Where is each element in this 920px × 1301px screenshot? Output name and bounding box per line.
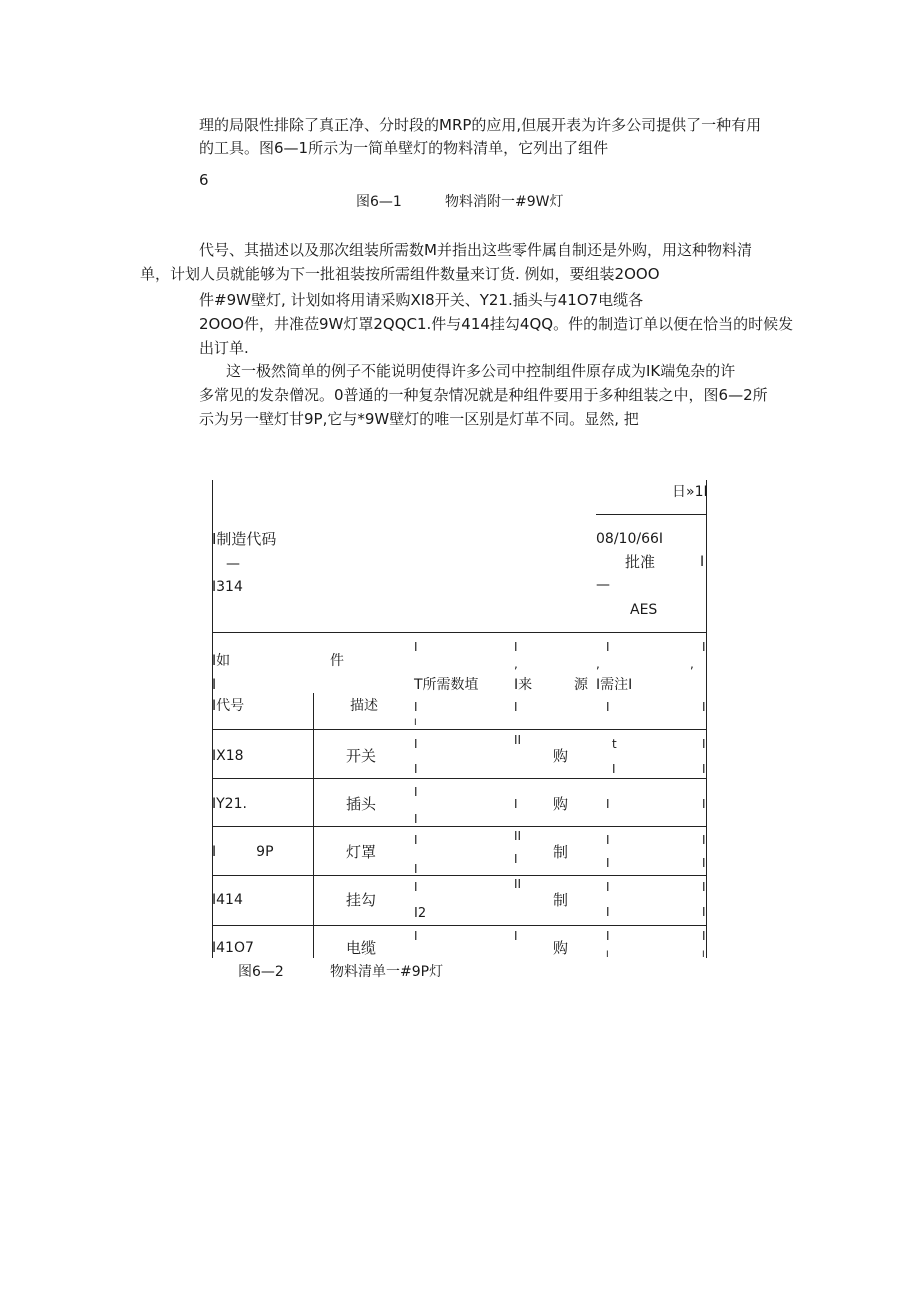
header-mark: I xyxy=(212,677,217,693)
row-desc: 挂勾 xyxy=(346,891,377,909)
mfg-code-label: I制造代码 xyxy=(212,530,277,548)
col-mark: I xyxy=(612,762,616,776)
col-mark: I xyxy=(702,950,705,960)
row-rule xyxy=(212,778,707,779)
col-mark: I xyxy=(702,737,706,751)
col-mark: I xyxy=(514,640,518,654)
col-mark: I xyxy=(414,862,418,876)
approve-value: AES xyxy=(630,602,658,618)
header-source-1: I来 xyxy=(514,677,533,693)
header-source-2: 源 xyxy=(574,677,588,693)
row-source: 购 xyxy=(553,747,569,765)
col-mark: I xyxy=(606,856,610,870)
col-mark: I xyxy=(414,718,417,728)
header-note: I需注I xyxy=(596,677,633,693)
form-right-border xyxy=(706,480,707,958)
col-mark: t xyxy=(612,737,617,751)
col-mark: I xyxy=(702,880,706,894)
col-mark: I xyxy=(702,797,706,811)
col-mark: I xyxy=(414,700,418,714)
header-item: 件 xyxy=(330,653,344,669)
row-desc: 灯罩 xyxy=(346,843,377,861)
row-source: 购 xyxy=(553,795,569,813)
row-code xyxy=(212,843,274,861)
mfg-code-value: I314 xyxy=(212,579,243,595)
col-mark: I xyxy=(702,833,706,847)
col-mark: I xyxy=(514,700,518,714)
col-mark: I xyxy=(514,929,518,943)
header-rule xyxy=(596,514,706,515)
approve-label: 批准 xyxy=(625,553,656,571)
paragraph-line: 6 xyxy=(199,171,209,189)
col-mark: I xyxy=(702,856,706,870)
approve-dash: — xyxy=(596,577,610,593)
header-code: I代号 xyxy=(212,698,245,714)
col-mark: I xyxy=(606,905,610,919)
col-mark: I xyxy=(606,950,609,960)
row-code: IX18 xyxy=(212,748,244,764)
col-mark: I xyxy=(702,929,706,943)
col-mark: II xyxy=(514,877,522,891)
paragraph-line: 件#9W壁灯, 计划如将用请采购XI8开关、Y21.插头与41O7电缆各 xyxy=(199,291,644,309)
paragraph-line: 示为另一壁灯甘9P,它与*9W壁灯的唯一区别是灯革不同。显然, 把 xyxy=(199,410,639,428)
paragraph-line: 这一极然简单的例子不能说明使得许多公司中控制组件原存成为IK端兔杂的许 xyxy=(226,362,736,380)
row-desc: 开关 xyxy=(346,747,377,765)
row-rule xyxy=(212,875,707,876)
col-mark: I xyxy=(606,700,610,714)
row-code: I414 xyxy=(212,892,243,908)
col-mark: I xyxy=(414,812,418,826)
header-desc: 描述 xyxy=(350,698,378,714)
row-code: IY21. xyxy=(212,796,247,812)
figure-number: 图6—2 xyxy=(238,964,284,980)
col-mark: I xyxy=(702,762,706,776)
row-code-text: I 9P xyxy=(212,844,274,860)
header-qty: T所需数埴 xyxy=(414,677,479,693)
form-left-border xyxy=(212,480,213,958)
paragraph-line: 代号、其描述以及那次组装所需数M并指出这些零件属自制还是外购，用这种物料清 xyxy=(199,241,752,259)
col-mark: II xyxy=(514,733,522,747)
figure-title: 物料清单一#9P灯 xyxy=(330,964,444,980)
col-mark: I xyxy=(606,929,610,943)
date-value: 08/10/66I xyxy=(596,531,664,547)
col-mark: I xyxy=(414,640,418,654)
row-rule xyxy=(212,826,707,827)
header-item-prefix: I如 xyxy=(212,653,231,669)
row-qty: I2 xyxy=(414,906,427,921)
col-mark: I xyxy=(606,833,610,847)
col-mark: , xyxy=(514,657,518,671)
col-mark: I xyxy=(514,797,518,811)
col-mark: I xyxy=(606,640,610,654)
row-desc: 插头 xyxy=(346,795,377,813)
paragraph-line: 2OOO件，井准莅9W灯罩2QQC1.件与414挂勾4QQ。件的制造订单以便在恰当的时候发 xyxy=(199,315,794,333)
row-source: 购 xyxy=(553,939,569,957)
col-mark: I xyxy=(702,905,706,919)
row-code: I41O7 xyxy=(212,940,254,956)
paragraph-line: 理的局限性排除了真正净、分时段的MRP的应用,但展开表为许多公司提供了一种有用 xyxy=(199,116,762,134)
col-mark: I xyxy=(606,797,610,811)
table-top-rule xyxy=(212,632,707,633)
col-mark: I xyxy=(702,700,706,714)
mfg-code-dash: — xyxy=(226,556,240,572)
row-rule xyxy=(212,925,707,926)
approve-right-mark: I xyxy=(700,554,705,570)
figure-number: 图6—1 xyxy=(356,194,402,210)
row-rule xyxy=(212,729,707,730)
col-mark: I xyxy=(414,880,418,894)
col-mark: I xyxy=(414,785,418,799)
col-mark: I xyxy=(414,737,418,751)
row-source: 制 xyxy=(553,843,569,861)
col-mark: I xyxy=(414,833,418,847)
col-mark: I xyxy=(514,852,518,866)
col-mark: I xyxy=(414,762,418,776)
row-desc: 电缆 xyxy=(346,939,377,957)
date-label: 日»1I xyxy=(672,484,708,500)
col-mark: I xyxy=(606,880,610,894)
paragraph-line: 单，计划人员就能够为下一批祖装按所需组件数量来订货. 例如，要组装2OOO xyxy=(140,265,660,283)
col-mark: , xyxy=(596,657,600,671)
col-mark: , xyxy=(690,657,694,671)
paragraph-line: 多常见的发杂僧况。0普通的一种复杂情况就是种组件要用于多种组装之中，图6—2所 xyxy=(199,386,768,404)
col-mark: I xyxy=(414,929,418,943)
col-mark: I xyxy=(702,640,706,654)
figure-title: 物料消附一#9W灯 xyxy=(445,194,564,210)
row-source: 制 xyxy=(553,891,569,909)
col-mark: II xyxy=(514,829,522,843)
paragraph-line: 出订单. xyxy=(199,339,249,357)
paragraph-line: 的工具。图6—1所示为一简单壁灯的物料清单，它列出了组件 xyxy=(199,139,609,157)
